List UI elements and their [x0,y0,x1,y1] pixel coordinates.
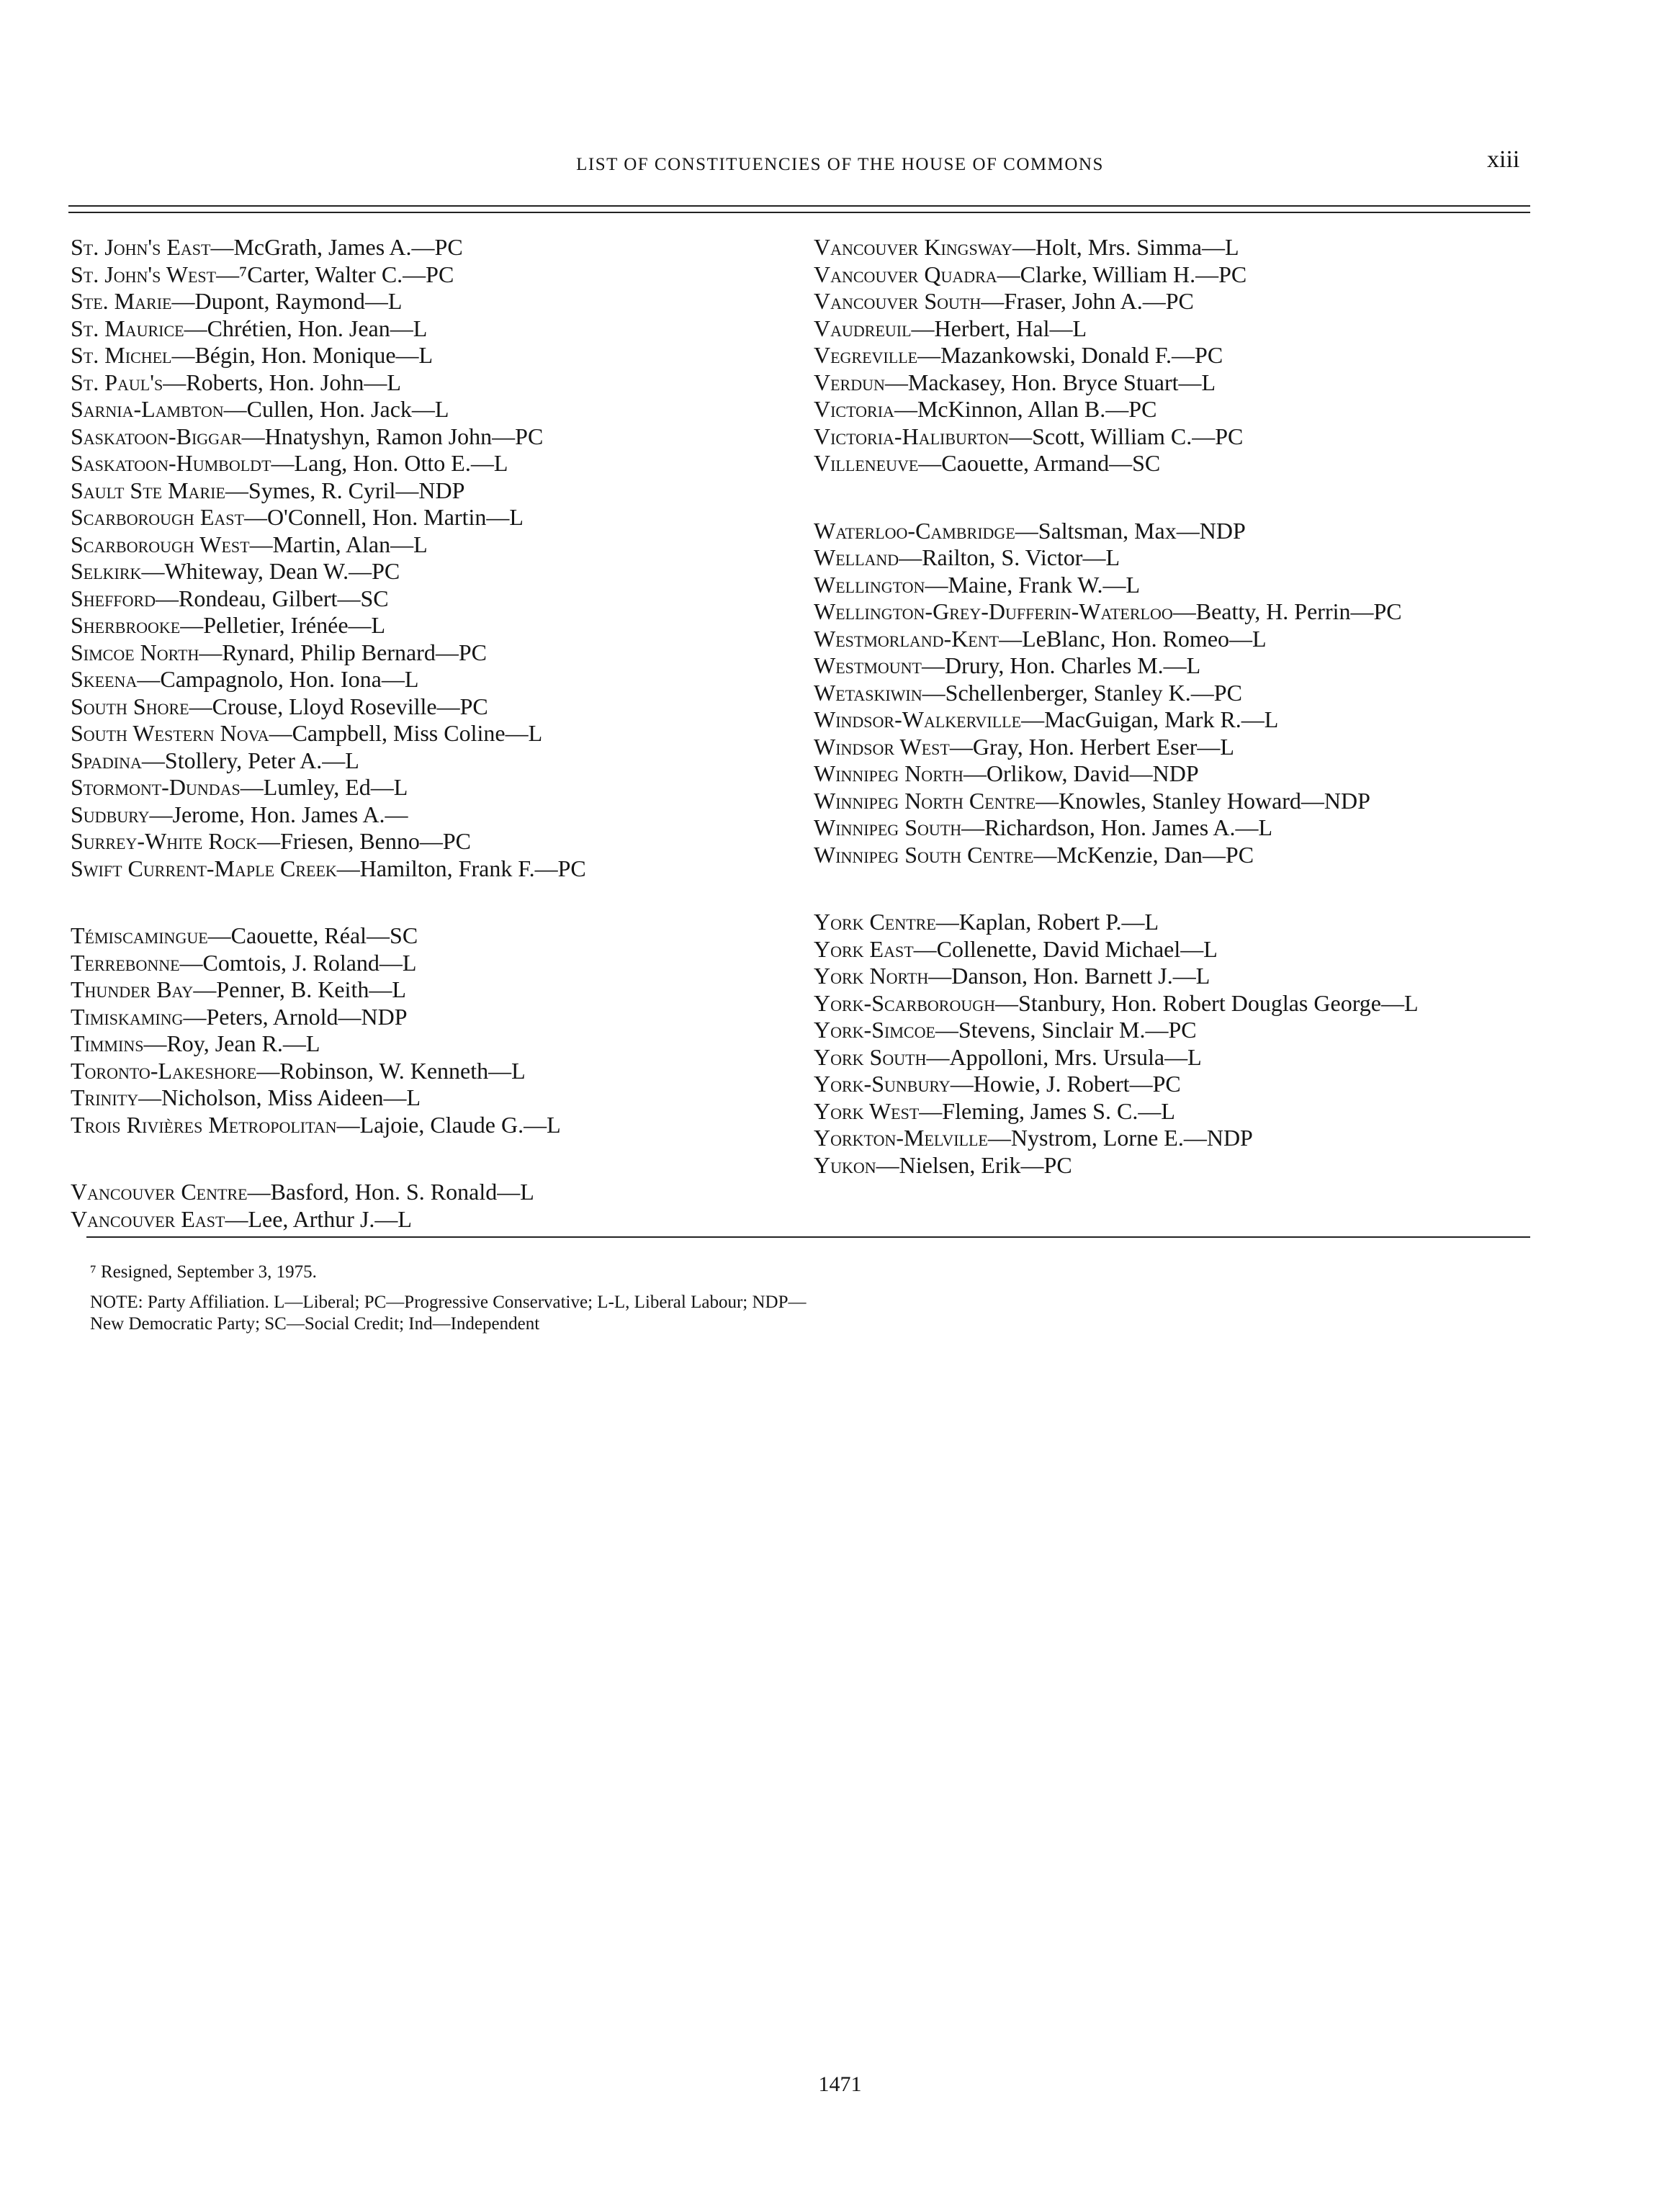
constituency-entry [814,369,1541,397]
em-dash-separator: — [935,909,959,935]
em-dash-separator: — [149,801,173,827]
constituency-entry [71,1206,798,1233]
constituency-entry [814,909,1541,936]
riding-name: Winnipeg North [814,760,963,786]
em-dash-separator: — [1172,598,1196,624]
riding-name: Westmorland-Kent [814,625,1000,652]
header-double-rule-bottom [68,212,1530,213]
em-dash-separator: — [216,261,240,287]
member-name: Lumley, Ed—L [263,774,408,800]
riding-name: Shefford [71,585,156,611]
member-name: Lang, Hon. Otto E.—L [294,450,508,476]
constituency-entry [814,963,1541,990]
member-name: Lajoie, Claude G.—L [359,1111,561,1138]
section-gap [814,868,1541,909]
header-double-rule-top [68,205,1530,207]
riding-name: St. Maurice [71,315,184,341]
page-number: 1471 [818,2072,862,2096]
em-dash-separator: — [225,1205,248,1232]
member-name: Howie, J. Robert—PC [973,1071,1181,1097]
em-dash-separator: — [143,1030,167,1056]
em-dash-separator: — [1015,517,1038,544]
constituency-entry [814,814,1541,842]
em-dash-separator: — [336,1111,360,1138]
riding-name: Thunder Bay [71,976,194,1002]
em-dash-separator: — [207,922,231,948]
riding-name: Stormont-Dundas [71,774,241,800]
em-dash-separator: — [926,1043,950,1070]
constituency-entry [71,234,798,261]
constituency-entry [71,288,798,315]
constituency-entry [814,990,1541,1017]
riding-name: Saskatoon-Humboldt [71,450,271,476]
em-dash-separator: — [247,1179,271,1205]
member-name: Basford, Hon. S. Ronald—L [270,1179,534,1205]
em-dash-separator: — [193,976,217,1002]
em-dash-separator: — [256,1057,280,1084]
member-name: Schellenberger, Stanley K.—PC [945,679,1242,706]
member-name: Caouette, Réal—SC [230,922,418,948]
right-column [814,234,1541,1179]
constituency-entry [814,1152,1541,1179]
riding-name: Timmins [71,1030,144,1056]
em-dash-separator: — [199,639,223,665]
member-name: Mackasey, Hon. Bryce Stuart—L [907,369,1216,395]
constituency-entry [814,342,1541,369]
riding-name: Témiscamingue [71,922,208,948]
constituency-entry [814,598,1541,626]
constituency-entry [814,234,1541,261]
constituency-entry [814,315,1541,343]
riding-name: Winnipeg North Centre [814,787,1036,814]
member-name: Stollery, Peter A.—L [164,747,359,773]
constituency-entry [71,585,798,613]
member-name: Jerome, Hon. James A.— [172,801,408,827]
riding-name: Vancouver East [71,1205,225,1232]
em-dash-separator: — [950,1071,974,1097]
member-name: Rynard, Philip Bernard—PC [222,639,487,665]
constituency-entry [71,950,798,977]
em-dash-separator: — [995,989,1019,1016]
constituency-entry [71,315,798,343]
riding-name: Verdun [814,369,885,395]
constituency-entry [71,612,798,639]
em-dash-separator: — [249,531,273,557]
constituency-entry [71,855,798,883]
riding-name: Simcoe North [71,639,199,665]
em-dash-separator: — [911,315,935,341]
member-name: Cullen, Hon. Jack—L [246,396,449,422]
em-dash-separator: — [884,369,908,395]
footnote-resigned: ⁷ Resigned, September 3, 1975. [90,1262,317,1282]
riding-name: Sudbury [71,801,150,827]
member-name: Richardson, Hon. James A.—L [984,814,1273,840]
em-dash-separator: — [1036,787,1059,814]
em-dash-separator: — [225,477,248,503]
em-dash-separator: — [894,396,917,422]
constituency-entry [71,1004,798,1031]
riding-name: Sault Ste Marie [71,477,225,503]
em-dash-separator: — [918,450,942,476]
em-dash-separator: — [1033,841,1057,868]
em-dash-separator: — [171,288,195,314]
riding-name: St. John's West [71,261,217,287]
riding-name: Victoria-Haliburton [814,423,1010,449]
member-name: Gray, Hon. Herbert Eser—L [972,733,1234,760]
constituency-entry [71,558,798,585]
em-dash-separator: — [921,652,945,678]
riding-name: Windsor-Walkerville [814,706,1022,732]
constituency-entry [71,1179,798,1206]
em-dash-separator: — [997,261,1020,287]
riding-name: South Shore [71,693,189,719]
constituency-entry [71,828,798,855]
em-dash-separator: — [949,733,973,760]
riding-name: York-Scarborough [814,989,996,1016]
riding-name: St. John's East [71,234,211,260]
riding-name: York West [814,1097,920,1124]
constituency-entry [814,572,1541,599]
constituency-entry [814,788,1541,815]
riding-name: St. Paul's [71,369,163,395]
em-dash-separator: — [1021,706,1045,732]
section-gap [71,882,798,922]
member-name: Bégin, Hon. Monique—L [194,342,434,368]
member-name: Nicholson, Miss Aideen—L [161,1084,421,1110]
constituency-entry [71,369,798,397]
constituency-entry [71,1030,798,1058]
riding-name: Scarborough West [71,531,250,557]
riding-name: Trois Rivières Metropolitan [71,1111,337,1138]
riding-name: Wellington [814,571,925,598]
constituency-entry [814,450,1541,477]
member-name: Herbert, Hal—L [934,315,1087,341]
riding-name: Terrebonne [71,949,180,976]
constituency-entry [814,842,1541,869]
em-dash-separator: — [922,679,945,706]
em-dash-separator: — [925,571,948,598]
constituency-entry [814,652,1541,680]
constituency-entry [71,477,798,505]
riding-name: Waterloo-Cambridge [814,517,1015,544]
em-dash-separator: — [961,814,985,840]
member-name: Penner, B. Keith—L [216,976,406,1002]
em-dash-separator: — [141,558,165,584]
constituency-entry [71,396,798,423]
member-name: Chrétien, Hon. Jean—L [207,315,428,341]
em-dash-separator: — [223,396,247,422]
em-dash-separator: — [141,747,165,773]
member-name: Beatty, H. Perrin—PC [1195,598,1402,624]
member-name: Caouette, Armand—SC [941,450,1161,476]
riding-name: Villeneuve [814,450,919,476]
constituency-entry [71,720,798,747]
member-name: Roy, Jean R.—L [166,1030,320,1056]
riding-name: York-Sunbury [814,1071,951,1097]
riding-name: Spadina [71,747,142,773]
em-dash-separator: — [935,1017,958,1043]
page-header [0,146,1680,184]
em-dash-separator: — [269,720,292,746]
riding-name: Vaudreuil [814,315,912,341]
member-name: Collenette, David Michael—L [936,935,1218,962]
member-name: Clarke, William H.—PC [1020,261,1247,287]
riding-name: Wetaskiwin [814,679,922,706]
member-name: Comtois, J. Roland—L [202,949,417,976]
em-dash-separator: — [963,760,987,786]
member-name: O'Connell, Hon. Martin—L [266,504,524,530]
member-name: ⁷Carter, Walter C.—PC [239,261,454,287]
member-name: Saltsman, Max—NDP [1038,517,1246,544]
section-gap [814,477,1541,518]
constituency-entry [71,747,798,775]
constituency-entry [71,666,798,693]
em-dash-separator: — [241,423,265,449]
riding-name: Sarnia-Lambton [71,396,224,422]
member-name: LeBlanc, Hon. Romeo—L [1022,625,1267,652]
member-name: Appolloni, Mrs. Ursula—L [949,1043,1202,1070]
member-name: Mazankowski, Donald F.—PC [940,342,1223,368]
folio-roman-numeral: xiii [1487,146,1520,173]
constituency-entry [71,1112,798,1139]
riding-name: Trinity [71,1084,139,1110]
em-dash-separator: — [876,1151,899,1178]
em-dash-separator: — [240,774,264,800]
riding-name: Vancouver Centre [71,1179,248,1205]
constituency-entry [814,626,1541,653]
constituency-entry [71,504,798,531]
em-dash-separator: — [210,234,234,260]
riding-name: Toronto-Lakeshore [71,1057,257,1084]
constituency-entry [814,1071,1541,1098]
constituency-entry [71,693,798,721]
constituency-entry [814,423,1541,451]
constituency-entry [814,734,1541,761]
riding-name: St. Michel [71,342,172,368]
riding-name: York South [814,1043,927,1070]
constituency-entry [814,396,1541,423]
running-head: LIST OF CONSTITUENCIES OF THE HOUSE OF COMMONS [576,155,1104,174]
section-gap [71,1138,798,1179]
member-name: Holt, Mrs. Simma—L [1035,234,1239,260]
member-name: Peters, Arnold—NDP [206,1003,408,1030]
riding-name: York Centre [814,909,936,935]
em-dash-separator: — [1009,423,1033,449]
member-name: Symes, R. Cyril—NDP [248,477,465,503]
member-name: Roberts, Hon. John—L [186,369,401,395]
em-dash-separator: — [184,315,207,341]
riding-name: Vegreville [814,342,918,368]
constituency-entry [71,639,798,667]
member-name: Friesen, Benno—PC [280,828,471,854]
member-name: McKinnon, Allan B.—PC [917,396,1157,422]
constituency-entry [814,680,1541,707]
constituency-entry [814,261,1541,289]
member-name: Fraser, John A.—PC [1004,288,1194,314]
member-name: Campagnolo, Hon. Iona—L [160,666,419,692]
constituency-entry [71,1058,798,1085]
em-dash-separator: — [913,935,937,962]
member-name: McKenzie, Dan—PC [1056,841,1254,868]
constituency-entry [814,706,1541,734]
em-dash-separator: — [1012,234,1036,260]
em-dash-separator: — [189,693,212,719]
constituency-entry [71,922,798,950]
constituency-entry [71,531,798,559]
constituency-entry [71,801,798,829]
riding-name: Winnipeg South Centre [814,841,1034,868]
riding-name: Vancouver Kingsway [814,234,1012,260]
member-name: Dupont, Raymond—L [194,288,403,314]
constituency-entry [814,936,1541,963]
em-dash-separator: — [899,544,922,570]
member-name: Hnatyshyn, Ramon John—PC [264,423,544,449]
constituency-entry [71,261,798,289]
member-name: Kaplan, Robert P.—L [958,909,1159,935]
em-dash-separator: — [981,288,1005,314]
riding-name: Skeena [71,666,138,692]
member-name: Martin, Alan—L [272,531,428,557]
em-dash-separator: — [171,342,195,368]
constituency-entry [814,1098,1541,1125]
member-name: Drury, Hon. Charles M.—L [944,652,1201,678]
constituency-entry [814,1044,1541,1071]
riding-name: York East [814,935,914,962]
riding-name: York North [814,963,929,989]
em-dash-separator: — [336,855,360,881]
member-name: Campbell, Miss Coline—L [292,720,543,746]
riding-name: Saskatoon-Biggar [71,423,242,449]
constituency-entry [814,544,1541,572]
riding-name: Windsor West [814,733,950,760]
riding-name: Wellington-Grey-Dufferin-Waterloo [814,598,1173,624]
member-name: Nielsen, Erik—PC [899,1151,1072,1178]
member-name: Danson, Hon. Barnett J.—L [951,963,1210,989]
member-name: Pelletier, Irénée—L [203,612,386,638]
left-column [71,234,798,1233]
riding-name: Winnipeg South [814,814,962,840]
riding-name: Swift Current-Maple Creek [71,855,337,881]
em-dash-separator: — [180,612,204,638]
constituency-entry [71,976,798,1004]
constituency-entry [814,518,1541,545]
em-dash-separator: — [179,949,203,976]
riding-name: York-Simcoe [814,1017,935,1043]
constituency-entry [814,760,1541,788]
riding-name: Timiskaming [71,1003,184,1030]
riding-name: Scarborough East [71,504,244,530]
constituency-entry [71,342,798,369]
em-dash-separator: — [987,1125,1011,1151]
constituency-entry [814,1125,1541,1152]
riding-name: Selkirk [71,558,142,584]
member-name: Scott, William C.—PC [1032,423,1244,449]
member-name: Hamilton, Frank F.—PC [359,855,586,881]
riding-name: Vancouver South [814,288,982,314]
member-name: Rondeau, Gilbert—SC [179,585,389,611]
em-dash-separator: — [137,666,161,692]
em-dash-separator: — [257,828,281,854]
riding-name: Yorkton-Melville [814,1125,988,1151]
constituency-entry [71,423,798,451]
member-name: Knowles, Stanley Howard—NDP [1059,787,1370,814]
footnotes [90,1262,832,1335]
member-name: Stevens, Sinclair M.—PC [958,1017,1197,1043]
em-dash-separator: — [271,450,295,476]
member-name: Robinson, W. Kenneth—L [279,1057,526,1084]
constituency-entry [71,774,798,801]
footnote-rule [86,1236,1530,1238]
riding-name: Sherbrooke [71,612,181,638]
member-name: McGrath, James A.—PC [233,234,463,260]
member-name: Fleming, James S. C.—L [942,1097,1175,1124]
member-name: Maine, Frank W.—L [948,571,1141,598]
member-name: Whiteway, Dean W.—PC [164,558,400,584]
riding-name: Vancouver Quadra [814,261,997,287]
constituency-entry [814,288,1541,315]
em-dash-separator: — [928,963,952,989]
em-dash-separator: — [138,1084,162,1110]
em-dash-separator: — [183,1003,207,1030]
em-dash-separator: — [163,369,187,395]
riding-name: Yukon [814,1151,876,1178]
constituency-entry [71,1084,798,1112]
riding-name: Welland [814,544,899,570]
riding-name: Westmount [814,652,922,678]
riding-name: Ste. Marie [71,288,172,314]
party-affiliation-note: NOTE: Party Affiliation. L—Liberal; PC—Progressive Conservative; L-L, Liberal Labour; NDP—New Democratic Party; SC—Social Credit; Ind—Independent [90,1293,807,1334]
constituency-entry [814,1017,1541,1044]
member-name: Crouse, Lloyd Roseville—PC [212,693,488,719]
em-dash-separator: — [999,625,1023,652]
riding-name: South Western Nova [71,720,269,746]
em-dash-separator: — [919,1097,943,1124]
em-dash-separator: — [243,504,267,530]
member-name: Railton, S. Victor—L [922,544,1120,570]
member-name: Lee, Arthur J.—L [248,1205,412,1232]
constituency-entry [71,450,798,477]
member-name: Orlikow, David—NDP [986,760,1199,786]
member-name: Nystrom, Lorne E.—NDP [1010,1125,1253,1151]
riding-name: Victoria [814,396,894,422]
riding-name: Surrey-White Rock [71,828,258,854]
em-dash-separator: — [917,342,941,368]
em-dash-separator: — [156,585,179,611]
member-name: MacGuigan, Mark R.—L [1044,706,1279,732]
member-name: Stanbury, Hon. Robert Douglas George—L [1018,989,1419,1016]
